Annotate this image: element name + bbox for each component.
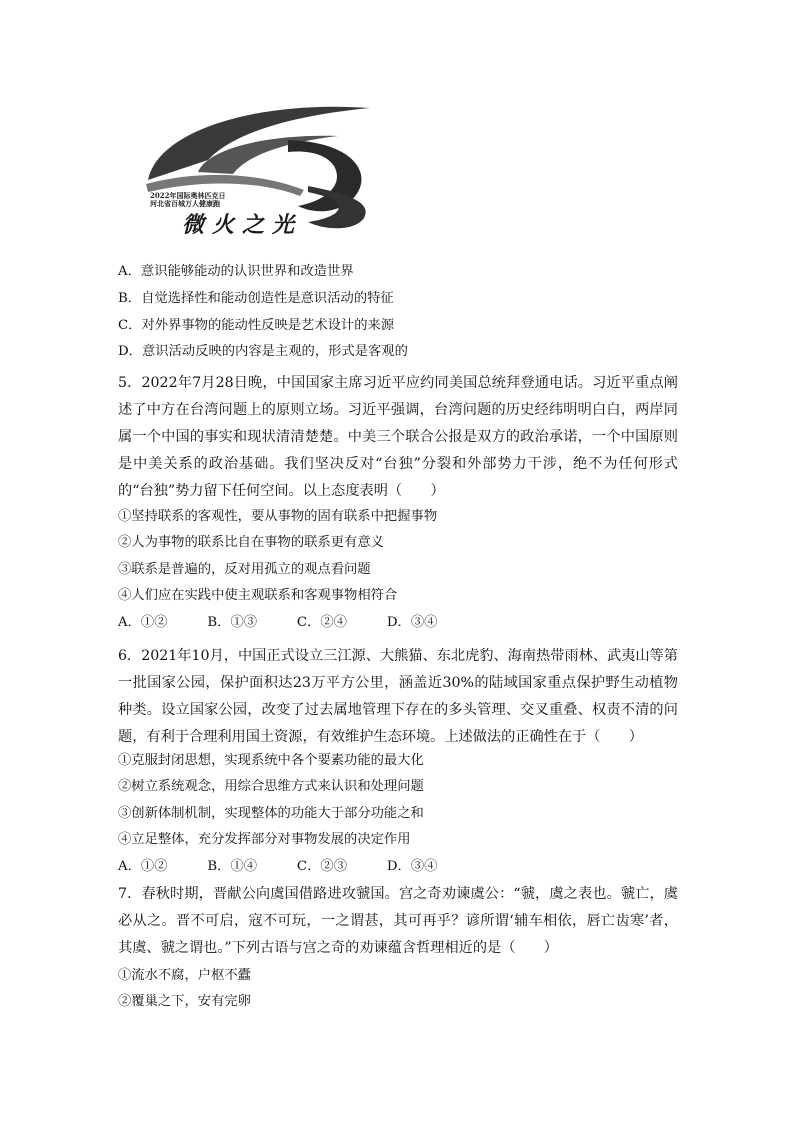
q5-choices: A．①② B．①③ C．②④ D．③④ [118,615,438,630]
q6-item-4: ④立足整体，充分发挥部分对事物发展的决定作用 [118,832,411,847]
q6-choices: A．①② B．①④ C．②③ D．③④ [118,859,438,874]
logo-subtitle [150,192,290,208]
q6-stem: 6．2021年10月，中国正式设立三江源、大熊猫、东北虎豹、海南热带雨林、武夷山等第一批国家公园，保护面积达23万平方公里，涵盖近30%的陆域国家重点保护野生动植物种类。设立国家公园，改变了过去属地管理下存在的多头管理、交叉重叠、权责不清的问题，有利于合理利用国土资源，有效维护生态环境。上述做法的正确性在于（ ） [118,648,678,745]
q5-stem: 5．2022年7月28日晚，中国国家主席习近平应约同美国总统拜登通电话。习近平重点阐述了中方在台湾问题上的原则立场。习近平强调，台湾问题的历史经纬明明白白，两岸同属一个中国的事实和现状清清楚楚。中美三个联合公报是双方的政治承诺，一个中国原则是中美关系的政治基础。我们坚决反对“台独”分裂和外部势力干涉，绝不为任何形式的“台独”势力留下任何空间。以上态度表明（ ） [118,375,678,499]
q4-option-a: A．意识能够能动的认识世界和改造世界 [118,264,354,279]
q5-item-2: ②人为事物的联系比自在事物的联系更有意义 [118,535,384,550]
q7-item-1: ①流水不腐，户枢不蠹 [118,968,251,983]
q4-option-b: B．自觉选择性和能动创造性是意识活动的特征 [118,291,394,306]
q4-option-c: C．对外界事物的能动性反映是艺术设计的来源 [118,318,395,333]
q5-item-3: ③联系是普遍的，反对用孤立的观点看问题 [118,562,371,577]
logo-subtitle-line1: 2022年国际奥林匹克日 [150,191,226,200]
q7-stem: 7．春秋时期，晋献公向虞国借路进攻虢国。宫之奇劝谏虞公：“虢，虞之表也。虢亡，虞必从之。晋不可启，寇不可玩，一之谓甚，其可再乎？谚所谓‘辅车相依，唇亡齿寒’者，其虞、虢之谓也。”下列古语与宫之奇的劝谏蕴含哲理相近的是（ ） [118,886,678,956]
q5-item-1: ①坚持联系的客观性，要从事物的固有联系中把握事物 [118,509,438,524]
q6-item-1: ①克服封闭思想，实现系统中各个要素功能的最大化 [118,753,424,768]
event-logo [138,100,376,240]
logo-subtitle-line2: 河北省百城万人健康跑 [150,199,220,208]
q6-item-3: ③创新体制机制，实现整体的功能大于部分功能之和 [118,806,424,821]
q5-item-4: ④人们应在实践中使主观联系和客观事物相符合 [118,588,398,603]
q6-item-2: ②树立系统观念，用综合思维方式来认识和处理问题 [118,779,424,794]
q4-option-d: D．意识活动反映的内容是主观的，形式是客观的 [118,344,408,359]
q7-item-2: ②覆巢之下，安有完卵 [118,994,251,1009]
logo-name: 微火之光 [182,212,303,238]
